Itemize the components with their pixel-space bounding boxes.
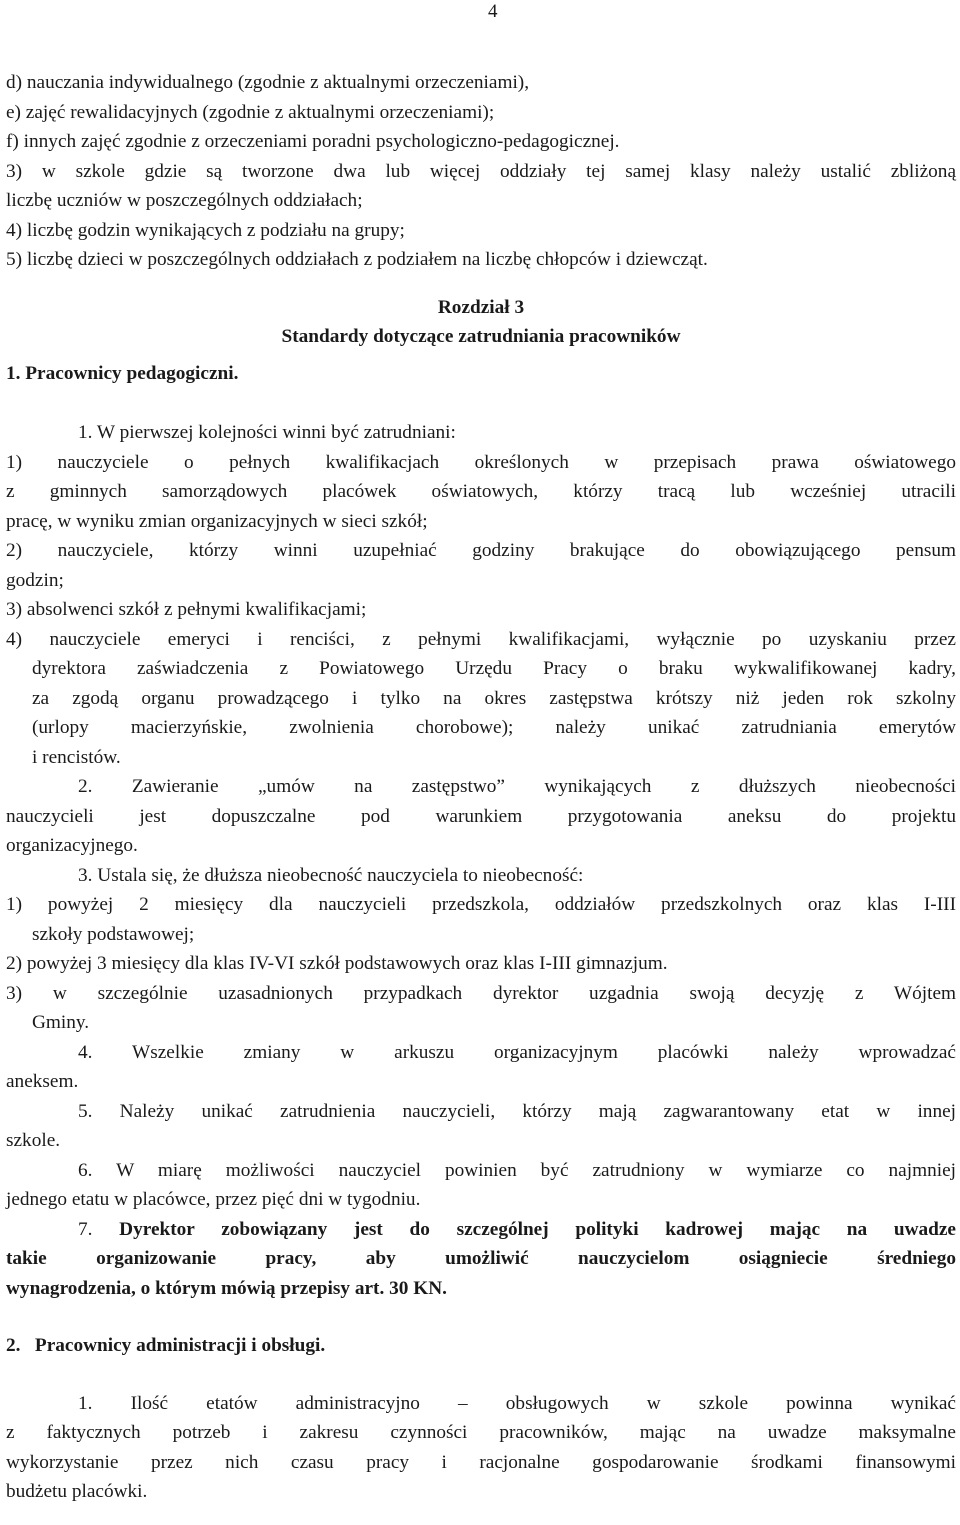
list-item: 4) liczbę godzin wynikających z podziału na grupy; bbox=[6, 219, 405, 241]
paragraph-line: pracę, w wyniku zmian organizacyjnych w sieci szkół; bbox=[6, 510, 428, 532]
section-pedagogical bbox=[6, 359, 956, 1304]
paragraph-line: Gminy. bbox=[32, 1012, 90, 1033]
paragraph-line: 2. Zawieranie „umów na zastępstwo” wynikających z dłuższych nieobecności bbox=[78, 776, 956, 797]
list-item: f) innych zajęć zgodnie z orzeczeniami poradni psychologiczno-pedagogicznej. bbox=[6, 131, 620, 152]
document-body bbox=[6, 68, 956, 1507]
top-list bbox=[6, 68, 956, 275]
paragraph-line: organizacyjnego. bbox=[6, 835, 138, 856]
paragraph-bold-text: Dyrektor zobowiązany jest do szczególnej polityki kadrowej mając na uwadze bbox=[119, 1218, 956, 1240]
paragraph-line: 3) absolwenci szkół z pełnymi kwalifikacjami; bbox=[6, 599, 367, 620]
chapter-heading bbox=[6, 293, 956, 352]
paragraph-head: 1. W pierwszej kolejności winni być zatrudniani: bbox=[78, 422, 456, 443]
chapter-title: Standardy dotyczące zatrudniania pracowników bbox=[281, 326, 681, 347]
list-item: e) zajęć rewalidacyjnych (zgodnie z aktualnymi orzeczeniami); bbox=[6, 101, 495, 123]
paragraph-line: za zgodą organu prowadzącego i tylko na okres zastępstwa krótszy niż jeden rok szkolny bbox=[32, 687, 956, 709]
paragraph-line: nauczycieli jest dopuszczalne pod warunkiem przygotowania aneksu do projektu bbox=[6, 805, 956, 827]
paragraph-line: jednego etatu w placówce, przez pięć dni w tygodniu. bbox=[6, 1189, 421, 1210]
paragraph-line: 6. W miarę możliwości nauczyciel powinien być zatrudniony w wymiarze co najmniej bbox=[78, 1159, 956, 1181]
paragraph-line: z faktycznych potrzeb i zakresu czynności pracowników, mając na uwadze maksymalne bbox=[6, 1422, 956, 1443]
paragraph-line: szkole. bbox=[6, 1130, 61, 1151]
chapter-number: Rozdział 3 bbox=[437, 296, 525, 318]
paragraph-line: wynagrodzenia, o którym mówią przepisy art. 30 KN. bbox=[6, 1277, 447, 1299]
paragraph-line: 1. Ilość etatów administracyjno – obsługowych w szkole powinna wynikać bbox=[78, 1392, 956, 1414]
paragraph-line: 1) nauczyciele o pełnych kwalifikacjach określonych w przepisach prawa oświatowego bbox=[6, 451, 956, 473]
paragraph-line: 3) w szczególnie uzasadnionych przypadkach dyrektor uzgadnia swoją decyzję z Wójtem bbox=[6, 982, 956, 1004]
paragraph-head: 3. Ustala się, że dłuższa nieobecność nauczyciela to nieobecność: bbox=[78, 864, 584, 886]
list-item: 5) liczbę dzieci w poszczególnych oddziałach z podziałem na liczbę chłopców i dziewcząt. bbox=[6, 249, 708, 270]
paragraph-line: dyrektora zaświadczenia z Powiatowego Urzędu Pracy o braku wykwalifikowanej kadry, bbox=[32, 658, 956, 679]
list-item: 3) w szkole gdzie są tworzone dwa lub więcej oddziały tej samej klasy należy ustalić zbliżoną bbox=[6, 160, 956, 182]
paragraph-line: (urlopy macierzyńskie, zwolnienia chorobowe); należy unikać zatrudniania emerytów bbox=[32, 717, 956, 738]
paragraph-line: 4. Wszelkie zmiany w arkuszu organizacyjnym placówki należy wprowadzać bbox=[78, 1041, 956, 1063]
section-administration bbox=[6, 1331, 956, 1507]
list-item: liczbę uczniów w poszczególnych oddziałach; bbox=[6, 190, 363, 211]
paragraph-line: budżetu placówki. bbox=[6, 1481, 148, 1502]
section-title: 1. Pracownicy pedagogiczni. bbox=[6, 362, 239, 384]
paragraph-number: 7. bbox=[78, 1218, 93, 1240]
paragraph-line: aneksem. bbox=[6, 1071, 79, 1092]
list-item: d) nauczania indywidualnego (zgodnie z aktualnymi orzeczeniami), bbox=[6, 72, 530, 93]
section-title: 2. Pracownicy administracji i obsługi. bbox=[6, 1335, 326, 1356]
paragraph-line: 4) nauczyciele emeryci i renciści, z pełnymi kwalifikacjami, wyłącznie po uzyskaniu przez bbox=[6, 628, 956, 650]
paragraph-line: godzin; bbox=[6, 569, 64, 591]
paragraph-line: 2) nauczyciele, którzy winni uzupełniać godziny brakujące do obowiązującego pensum bbox=[6, 540, 956, 561]
paragraph-line: szkoły podstawowej; bbox=[32, 923, 195, 945]
paragraph-line bbox=[6, 1215, 956, 1245]
paragraph-line: takie organizowanie pracy, aby umożliwić nauczycielom osiągniecie średniego bbox=[6, 1248, 956, 1269]
page-number: 4 bbox=[488, 1, 498, 22]
paragraph-line: 2) powyżej 3 miesięcy dla klas IV-VI szkół podstawowych oraz klas I-III gimnazjum. bbox=[6, 953, 668, 974]
paragraph-line: i rencistów. bbox=[32, 746, 121, 768]
paragraph-line: 5. Należy unikać zatrudnienia nauczycieli, którzy mają zagwarantowany etat w innej bbox=[78, 1100, 956, 1122]
paragraph-line: 1) powyżej 2 miesięcy dla nauczycieli przedszkola, oddziałów przedszkolnych oraz klas I-III bbox=[6, 894, 956, 915]
paragraph-line: z gminnych samorządowych placówek oświatowych, którzy tracą lub wcześniej utracili bbox=[6, 481, 956, 502]
paragraph-line: wykorzystanie przez nich czasu pracy i racjonalne gospodarowanie środkami finansowymi bbox=[6, 1451, 956, 1473]
